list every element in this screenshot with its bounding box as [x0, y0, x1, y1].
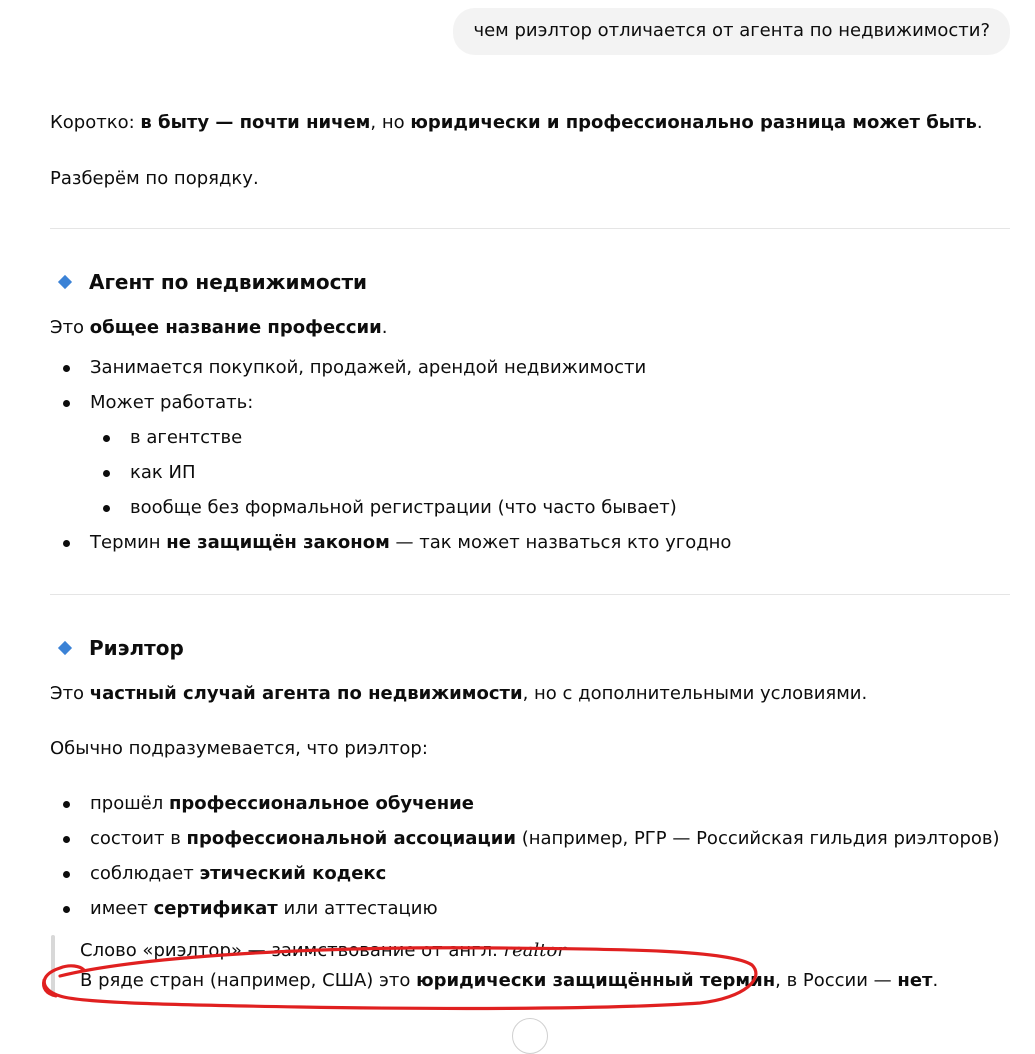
sub-list-item — [130, 460, 196, 486]
bullet-icon — [63, 871, 70, 878]
list-item — [90, 896, 438, 922]
bold-text: общее название профессии — [89, 317, 382, 338]
text: Это — [50, 683, 90, 704]
text: или аттестацию — [277, 898, 438, 919]
bullet-icon — [103, 505, 110, 512]
list-item-text: Занимается покупкой, продажей, арендой недвижимости — [90, 357, 647, 378]
scroll-down-button[interactable] — [512, 1018, 548, 1054]
list-item — [90, 861, 386, 887]
bold-text: профессиональной ассоциации — [186, 828, 516, 849]
realtor-description — [50, 681, 867, 707]
text: , но с дополнительными условиями. — [522, 683, 868, 704]
blockquote-line-2 — [80, 968, 938, 994]
intro-bold: в быту — почти ничем — [140, 112, 371, 133]
text: , в России — — [775, 970, 898, 991]
bold-text: юридически защищённый термин — [416, 970, 776, 991]
intro-paragraph-2: Разберём по порядку. — [50, 168, 259, 189]
realtor-usually: Обычно подразумевается, что риэлтор: — [50, 738, 428, 759]
blockquote-line-1 — [80, 938, 566, 964]
intro-paragraph — [50, 110, 983, 136]
bold-text: нет — [897, 970, 933, 991]
list-item — [90, 390, 253, 416]
diamond-icon — [58, 641, 72, 655]
bullet-icon — [63, 906, 70, 913]
user-message-text: чем риэлтор отличается от агента по недвижимости? — [473, 20, 990, 41]
text: состоит в — [90, 828, 187, 849]
bullet-icon — [63, 400, 70, 407]
heading-text: Риэлтор — [89, 636, 184, 660]
text: Это — [50, 317, 90, 338]
text: прошёл — [90, 793, 169, 814]
bullet-icon — [103, 470, 110, 477]
sub-list-item — [130, 495, 677, 521]
list-item — [90, 355, 646, 381]
text: — так может назваться кто угодно — [389, 532, 732, 553]
intro-text: Коротко: — [50, 112, 141, 133]
list-item-text: в агентстве — [130, 427, 243, 448]
text: Слово «риэлтор» — заимствование от англ. — [80, 940, 504, 961]
bold-text: сертификат — [153, 898, 278, 919]
intro-text: , но — [370, 112, 411, 133]
section-heading-realtor — [58, 634, 184, 662]
bullet-icon — [63, 365, 70, 372]
agent-description — [50, 315, 387, 341]
heading-text: Агент по недвижимости — [89, 270, 368, 294]
user-message-bubble — [453, 8, 1010, 55]
bullet-icon — [63, 836, 70, 843]
bullet-icon — [63, 801, 70, 808]
list-item — [90, 530, 731, 556]
bold-text: профессиональное обучение — [168, 793, 474, 814]
text: . — [932, 970, 939, 991]
intro-bold: юридически и профессионально разница может быть — [410, 112, 977, 133]
sub-list-item — [130, 425, 242, 451]
bold-text: этический кодекс — [199, 863, 387, 884]
divider — [50, 228, 1010, 229]
bold-text: не защищён законом — [166, 532, 390, 553]
bold-text: частный случай агента по недвижимости — [89, 683, 523, 704]
divider — [50, 594, 1010, 595]
text: имеет — [90, 898, 154, 919]
text: . — [381, 317, 388, 338]
text: (например, РГР — Российская гильдия риэлторов) — [515, 828, 1000, 849]
list-item-text: Может работать: — [90, 392, 254, 413]
text: соблюдает — [90, 863, 200, 884]
intro-text: . — [976, 112, 983, 133]
diamond-icon — [58, 275, 72, 289]
list-item — [90, 791, 474, 817]
section-heading-agent — [58, 268, 367, 296]
bullet-icon — [63, 540, 70, 547]
text: В ряде стран (например, США) это — [80, 970, 417, 991]
list-item — [90, 826, 1000, 852]
bullet-icon — [103, 435, 110, 442]
italic-text: realtor — [503, 940, 566, 961]
list-item-text: вообще без формальной регистрации (что часто бывает) — [130, 497, 677, 518]
text: Термин — [90, 532, 167, 553]
list-item-text: как ИП — [130, 462, 196, 483]
blockquote-bar — [51, 935, 55, 997]
